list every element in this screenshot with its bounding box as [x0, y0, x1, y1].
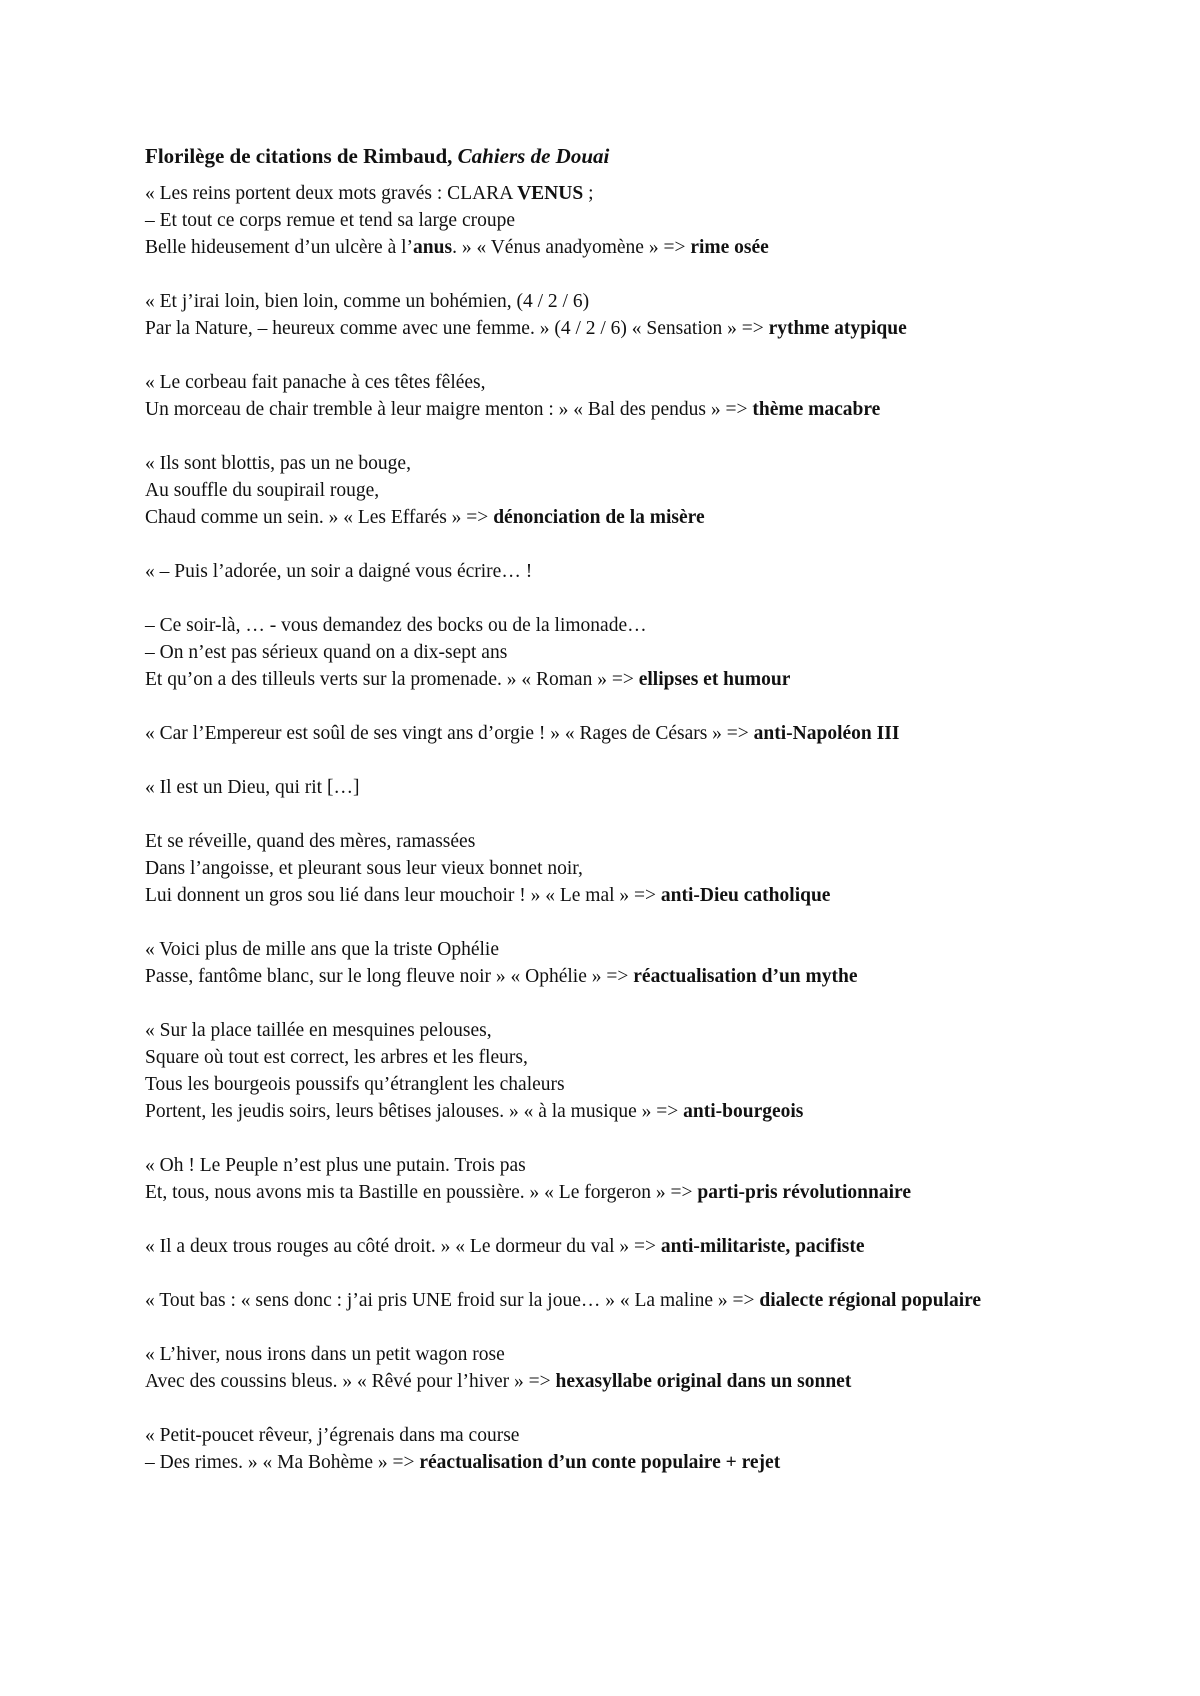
quote-line: « Et j’irai loin, bien loin, comme un bohémien, (4 / 2 / 6)	[145, 291, 590, 312]
quote-line: Dans l’angoisse, et pleurant sous leur vieux bonnet noir,	[145, 858, 583, 879]
quote-le-forgeron	[145, 1152, 1075, 1206]
quote-text: « Les reins portent deux mots gravés : CLARA	[145, 183, 518, 204]
quote-text: ;	[583, 183, 594, 204]
quote-line: « Il est un Dieu, qui rit […]	[145, 777, 360, 798]
quote-line: Au souffle du soupirail rouge,	[145, 480, 380, 501]
quote-text: Chaud comme un sein. » « Les Effarés » =>	[145, 507, 494, 528]
commentary: dénonciation de la misère	[493, 507, 705, 528]
quote-line: – On n’est pas sérieux quand on a dix-sept ans	[145, 642, 508, 663]
commentary: réactualisation d’un mythe	[633, 966, 858, 987]
commentary: dialecte régional populaire	[759, 1290, 982, 1311]
quote-text: . » « Vénus anadyomène » =>	[452, 237, 691, 258]
quote-line	[145, 396, 1075, 423]
quote-line: Tous les bourgeois poussifs qu’étranglent les chaleurs	[145, 1074, 565, 1095]
quote-rages-de-cesars	[145, 720, 1075, 747]
quote-text: Avec des coussins bleus. » « Rêvé pour l’hiver » =>	[145, 1371, 556, 1392]
commentary: réactualisation d’un conte populaire + rejet	[419, 1452, 781, 1473]
quote-bold: VENUS	[517, 183, 584, 204]
quote-line	[145, 1368, 1075, 1395]
quote-line: – Ce soir-là, … - vous demandez des bocks ou de la limonade…	[145, 615, 647, 636]
quote-bal-des-pendus	[145, 369, 1075, 423]
quote-text: « Tout bas : « sens donc : j’ai pris UNE froid sur la joue… » « La maline » =>	[145, 1290, 760, 1311]
commentary: anti-bourgeois	[683, 1101, 804, 1122]
commentary: anti-Dieu catholique	[660, 885, 831, 906]
quote-line	[145, 666, 1075, 693]
quote-le-mal-part1	[145, 774, 1075, 801]
quote-line: « Oh ! Le Peuple n’est plus une putain. Trois pas	[145, 1155, 526, 1176]
document-page	[145, 142, 1075, 1503]
quote-venus-anadyomene	[145, 180, 1075, 261]
quote-line	[145, 882, 1075, 909]
title-italic: Cahiers de Douai	[457, 144, 610, 168]
quote-ma-boheme	[145, 1422, 1075, 1476]
quote-text: Par la Nature, – heureux comme avec une femme. » (4 / 2 / 6) « Sensation » =>	[145, 318, 769, 339]
quote-line	[145, 180, 1075, 207]
quote-text: Portent, les jeudis soirs, leurs bêtises jalouses. » « à la musique » =>	[145, 1101, 684, 1122]
quote-roman-part1	[145, 558, 1075, 585]
quote-line	[145, 1179, 1075, 1206]
quote-bold: anus	[413, 237, 453, 258]
quote-line: Et se réveille, quand des mères, ramassées	[145, 831, 476, 852]
quote-line	[145, 720, 1075, 747]
quote-line	[145, 963, 1075, 990]
commentary: rime osée	[690, 237, 769, 258]
quote-line	[145, 1287, 1075, 1314]
quote-text: Passe, fantôme blanc, sur le long fleuve noir » « Ophélie » =>	[145, 966, 634, 987]
quote-text: Un morceau de chair tremble à leur maigre menton : » « Bal des pendus » =>	[145, 399, 753, 420]
commentary: rythme atypique	[768, 318, 907, 339]
quote-a-la-musique	[145, 1017, 1075, 1125]
commentary: hexasyllabe original dans un sonnet	[555, 1371, 852, 1392]
quote-reve-pour-l-hiver	[145, 1341, 1075, 1395]
quote-line	[145, 1449, 1075, 1476]
commentary: anti-Napoléon III	[753, 723, 900, 744]
quote-le-mal-part2	[145, 828, 1075, 909]
quote-line: « Sur la place taillée en mesquines pelouses,	[145, 1020, 492, 1041]
quote-roman-part2	[145, 612, 1075, 693]
quote-line: – Et tout ce corps remue et tend sa large croupe	[145, 210, 515, 231]
quote-text: – Des rimes. » « Ma Bohème » =>	[145, 1452, 420, 1473]
quote-line: « Voici plus de mille ans que la triste Ophélie	[145, 939, 500, 960]
quote-le-dormeur-du-val	[145, 1233, 1075, 1260]
commentary: parti-pris révolutionnaire	[697, 1182, 911, 1203]
commentary: thème macabre	[752, 399, 881, 420]
quote-text: « Car l’Empereur est soûl de ses vingt ans d’orgie ! » « Rages de Césars » =>	[145, 723, 754, 744]
quote-line: « Petit-poucet rêveur, j’égrenais dans ma course	[145, 1425, 520, 1446]
quote-line: Square où tout est correct, les arbres et les fleurs,	[145, 1047, 528, 1068]
quote-text: Et qu’on a des tilleuls verts sur la promenade. » « Roman » =>	[145, 669, 639, 690]
quote-line: « L’hiver, nous irons dans un petit wagon rose	[145, 1344, 505, 1365]
title-main: Florilège de citations de Rimbaud,	[145, 144, 458, 168]
document-title	[145, 142, 1075, 170]
quote-sensation	[145, 288, 1075, 342]
quote-line	[145, 504, 1075, 531]
quote-line: « Le corbeau fait panache à ces têtes fêlées,	[145, 372, 486, 393]
quote-les-effares	[145, 450, 1075, 531]
quote-text: « Il a deux trous rouges au côté droit. » « Le dormeur du val » =>	[145, 1236, 661, 1257]
quote-line: « – Puis l’adorée, un soir a daigné vous écrire… !	[145, 561, 533, 582]
quote-text: Lui donnent un gros sou lié dans leur mouchoir ! » « Le mal » =>	[145, 885, 661, 906]
quote-la-maline	[145, 1287, 1075, 1314]
quote-line	[145, 1233, 1075, 1260]
commentary: anti-militariste, pacifiste	[660, 1236, 865, 1257]
quote-line	[145, 234, 1075, 261]
quote-ophelie	[145, 936, 1075, 990]
quote-text: Et, tous, nous avons mis ta Bastille en poussière. » « Le forgeron » =>	[145, 1182, 698, 1203]
quote-line	[145, 315, 1075, 342]
quote-line	[145, 1098, 1075, 1125]
quote-line: « Ils sont blottis, pas un ne bouge,	[145, 453, 411, 474]
commentary: ellipses et humour	[638, 669, 791, 690]
quote-text: Belle hideusement d’un ulcère à l’	[145, 237, 414, 258]
